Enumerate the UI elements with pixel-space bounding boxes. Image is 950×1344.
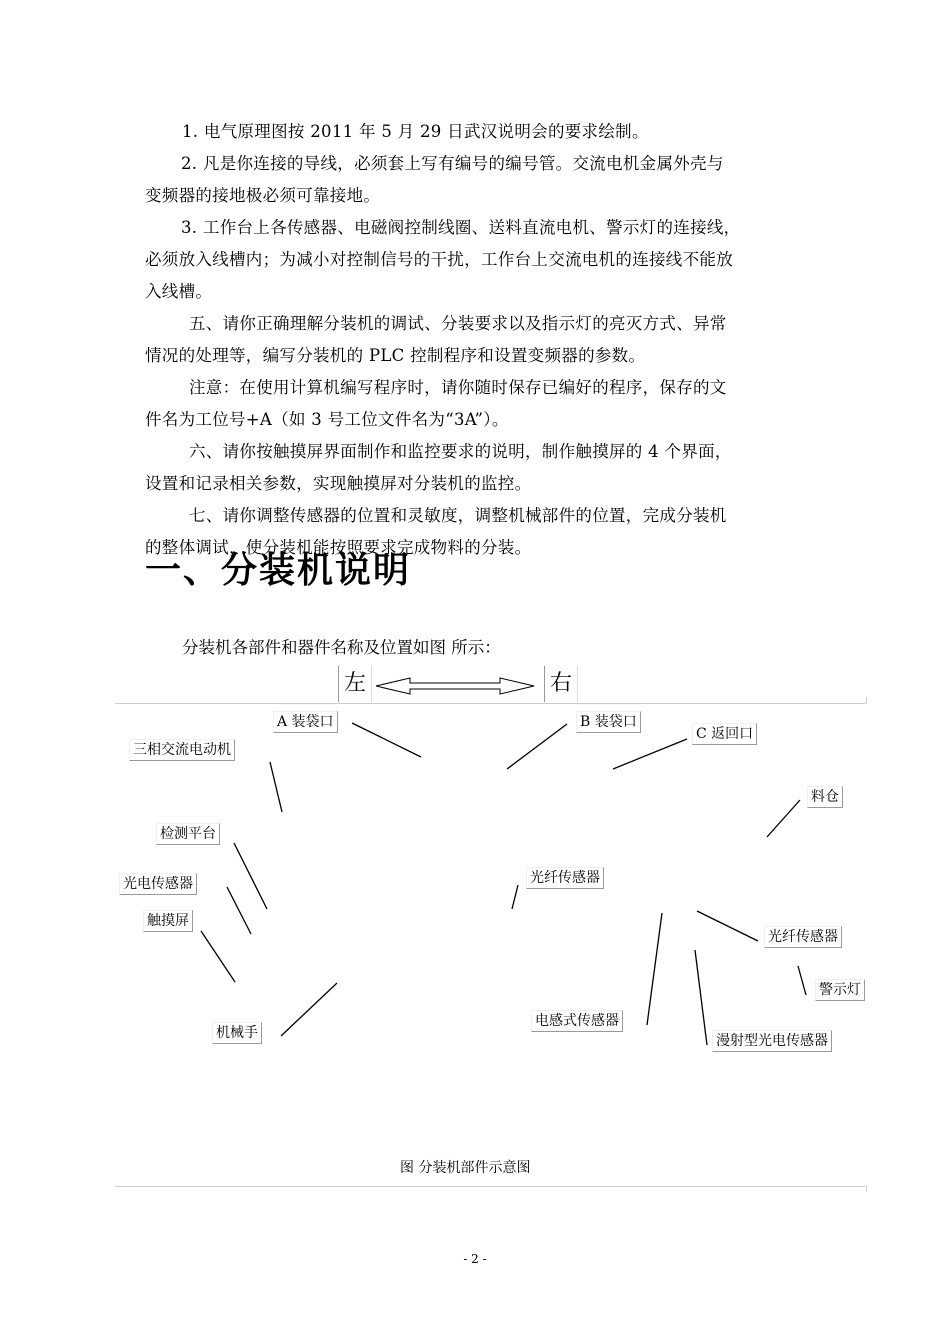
figure-bottom-rule [115, 1186, 867, 1187]
label-b-bag-outlet: B 装袋口 [576, 711, 641, 733]
label-fiber-sensor-right: 光纤传感器 [764, 926, 842, 948]
label-warning-light: 警示灯 [815, 979, 865, 1001]
label-manipulator: 机械手 [212, 1022, 262, 1044]
figure-top-rule [115, 703, 867, 704]
label-photoelectric-sensor: 光电传感器 [119, 873, 197, 895]
paragraph-line: 变频器的接地极必须可靠接地。 [145, 186, 381, 205]
paragraph-line: 必须放入线槽内；为减小对控制信号的干扰，工作台上交流电机的连接线不能放 [145, 250, 733, 269]
label-inspection-platform: 检测平台 [156, 823, 220, 845]
paragraph-line: 2. 凡是你连接的导线，必须套上写有编号的编号管。交流电机金属外壳与 [181, 154, 724, 173]
paragraph-line: 3. 工作台上各传感器、电磁阀控制线圈、送料直流电机、警示灯的连接线， [181, 218, 741, 237]
paragraph-line: 设置和记录相关参数，实现触摸屏对分装机的监控。 [145, 474, 532, 493]
page-number: - 2 - [463, 1252, 487, 1266]
label-material-bin: 料仓 [807, 786, 843, 808]
paragraph-line: 五、请你正确理解分装机的调试、分装要求以及指示灯的亮灭方式、异常 [189, 314, 727, 333]
label-touch-screen: 触摸屏 [143, 910, 193, 932]
label-inductive-sensor: 电感式传感器 [531, 1010, 623, 1032]
label-diffuse-photoelectric-sensor: 漫射型光电传感器 [712, 1030, 832, 1052]
paragraph-line: 注意：在使用计算机编写程序时，请你随时保存已编好的程序，保存的文 [189, 378, 727, 397]
paragraph-line: 六、请你按触摸屏界面制作和监控要求的说明，制作触摸屏的 4 个界面， [189, 442, 732, 461]
paragraph-line: 七、请你调整传感器的位置和灵敏度，调整机械部件的位置，完成分装机 [189, 506, 727, 525]
label-fiber-sensor-middle: 光纤传感器 [526, 867, 604, 889]
figure-caption: 图 分装机部件示意图 [400, 1160, 531, 1176]
direction-right-label: 右 [544, 666, 578, 702]
paragraph-line: 1. 电气原理图按 2011 年 5 月 29 日武汉说明会的要求绘制。 [182, 122, 649, 141]
label-c-return-outlet: C 返回口 [692, 723, 757, 745]
section-heading: 一、分装机说明 [145, 550, 412, 591]
double-arrow-icon [376, 678, 534, 694]
figure-intro-text: 分装机各部件和器件名称及位置如图 所示： [182, 638, 501, 657]
figure-top-rule-tick [866, 697, 867, 703]
label-a-bag-outlet: A 装袋口 [273, 711, 338, 733]
label-three-phase-motor: 三相交流电动机 [129, 739, 235, 761]
paragraph-line: 的整体调试，使分装机能按照要求完成物料的分装。 [145, 538, 532, 557]
paragraph-line: 情况的处理等，编写分装机的 PLC 控制程序和设置变频器的参数。 [145, 346, 646, 365]
direction-left-label: 左 [338, 666, 372, 702]
figure-bottom-rule-tick [866, 1186, 867, 1192]
paragraph-line: 件名为工位号+A（如 3 号工位文件名为“3A”）。 [145, 410, 509, 429]
paragraph-line: 入线槽。 [145, 282, 213, 301]
